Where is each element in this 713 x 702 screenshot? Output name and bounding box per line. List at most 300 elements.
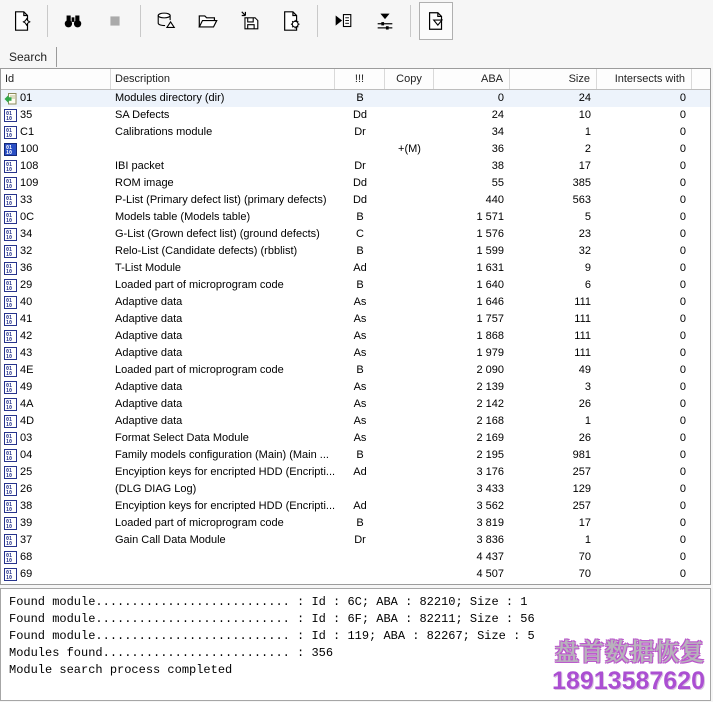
module-aba: 2 090 <box>476 364 504 376</box>
module-intersects: 0 <box>679 92 686 104</box>
module-intersects: 0 <box>679 126 686 138</box>
module-copy <box>385 447 434 464</box>
module-copy <box>385 566 434 583</box>
column-header-id[interactable]: Id <box>1 69 111 89</box>
module-aba: 38 <box>491 160 504 172</box>
module-description: Models table (Models table) <box>115 211 251 223</box>
module-flags: Dr <box>354 160 366 172</box>
log-line: Found module........................... : Id : 6F; ABA : 82211; Size : 56 <box>9 612 535 626</box>
module-intersects: 0 <box>679 347 686 359</box>
module-copy <box>385 260 434 277</box>
module-id: 34 <box>20 228 33 240</box>
module-copy <box>385 90 434 107</box>
module-flags: B <box>356 279 364 291</box>
module-intersects: 0 <box>679 500 686 512</box>
module-flags: As <box>353 432 367 444</box>
module-size: 70 <box>578 568 591 580</box>
module-intersects: 0 <box>679 449 686 461</box>
module-intersects: 0 <box>679 296 686 308</box>
module-copy <box>385 515 434 532</box>
module-aba: 0 <box>497 92 504 104</box>
open-folder-button[interactable] <box>191 2 225 40</box>
table-row[interactable] <box>1 379 710 396</box>
table-row[interactable] <box>1 549 710 566</box>
module-aba: 2 142 <box>476 398 504 410</box>
table-row[interactable] <box>1 175 710 192</box>
module-aba: 55 <box>491 177 504 189</box>
binoculars-icon <box>62 10 84 32</box>
module-flags: As <box>353 330 367 342</box>
table-row[interactable] <box>1 141 710 158</box>
module-description: (DLG DIAG Log) <box>115 483 197 495</box>
module-id: C1 <box>20 126 35 138</box>
filter-menu-button[interactable] <box>368 2 402 40</box>
module-copy <box>385 328 434 345</box>
module-intersects: 0 <box>679 211 686 223</box>
module-flags: Ad <box>353 262 367 274</box>
module-icon <box>4 500 17 513</box>
module-flags: As <box>353 415 367 427</box>
module-copy <box>385 430 434 447</box>
module-icon <box>4 228 17 241</box>
column-header-aba[interactable]: ABA <box>434 69 510 89</box>
modules-table <box>0 68 711 585</box>
module-aba: 3 562 <box>476 500 504 512</box>
export-database-button[interactable] <box>149 2 183 40</box>
module-copy <box>385 498 434 515</box>
module-id: 32 <box>20 245 33 257</box>
module-icon <box>4 449 17 462</box>
module-description: SA Defects <box>115 109 170 121</box>
module-description: Adaptive data <box>115 330 183 342</box>
module-copy <box>385 226 434 243</box>
module-flags: Dd <box>352 109 368 121</box>
module-icon <box>4 568 17 581</box>
module-copy <box>385 107 434 124</box>
module-description <box>111 566 335 583</box>
watermark-text: 盘首数据恢复 <box>555 639 705 666</box>
module-copy <box>385 481 434 498</box>
module-aba: 3 176 <box>476 466 504 478</box>
table-header <box>1 69 710 90</box>
module-copy <box>385 192 434 209</box>
module-aba: 2 139 <box>476 381 504 393</box>
table-row[interactable] <box>1 311 710 328</box>
module-copy <box>385 209 434 226</box>
module-size: 6 <box>584 279 591 291</box>
log-line: Found module........................... : Id : 6C; ABA : 82210; Size : 1 <box>9 595 528 609</box>
module-aba: 1 571 <box>476 211 504 223</box>
module-icon <box>4 466 17 479</box>
table-row[interactable] <box>1 481 710 498</box>
stop-button[interactable] <box>98 2 132 40</box>
module-icon <box>4 415 17 428</box>
module-size: 23 <box>578 228 591 240</box>
table-row[interactable] <box>1 294 710 311</box>
module-icon <box>4 160 17 173</box>
module-intersects: 0 <box>679 245 686 257</box>
save-button[interactable] <box>233 2 267 40</box>
module-copy <box>385 532 434 549</box>
module-icon <box>4 330 17 343</box>
module-copy <box>385 175 434 192</box>
module-intersects: 0 <box>679 483 686 495</box>
folder-open-icon <box>197 10 219 32</box>
dir-icon <box>4 92 17 105</box>
module-icon <box>4 432 17 445</box>
module-id: 25 <box>20 466 33 478</box>
table-row[interactable] <box>1 192 710 209</box>
module-icon <box>4 211 17 224</box>
stop-square-icon <box>104 10 126 32</box>
module-flags: As <box>353 347 367 359</box>
module-flags <box>335 141 385 158</box>
toolbar-separator <box>140 5 141 37</box>
module-icon <box>4 177 17 190</box>
module-aba: 34 <box>491 126 504 138</box>
module-size: 70 <box>578 551 591 563</box>
table-row[interactable] <box>1 413 710 430</box>
module-size: 111 <box>574 296 591 308</box>
module-size: 1 <box>584 415 591 427</box>
table-row[interactable] <box>1 90 710 107</box>
module-description: Adaptive data <box>115 381 183 393</box>
module-description: T-List Module <box>115 262 182 274</box>
column-header-copy[interactable]: Copy <box>385 69 434 89</box>
module-intersects: 0 <box>679 109 686 121</box>
module-size: 1 <box>584 534 591 546</box>
table-row[interactable] <box>1 209 710 226</box>
module-description: Calibrations module <box>115 126 213 138</box>
module-copy <box>385 362 434 379</box>
module-size: 1 <box>584 126 591 138</box>
module-size: 111 <box>574 313 591 325</box>
module-id: 04 <box>20 449 33 461</box>
module-aba: 440 <box>485 194 504 206</box>
module-copy <box>385 243 434 260</box>
table-row[interactable] <box>1 396 710 413</box>
module-intersects: 0 <box>679 381 686 393</box>
module-copy <box>385 464 434 481</box>
module-id: 68 <box>20 551 33 563</box>
module-aba: 4 507 <box>476 568 504 580</box>
table-row[interactable] <box>1 498 710 515</box>
column-header-size[interactable]: Size <box>510 69 597 89</box>
module-id: 42 <box>20 330 33 342</box>
module-intersects: 0 <box>679 143 686 155</box>
module-id: 41 <box>20 313 33 325</box>
module-flags: B <box>356 449 364 461</box>
watermark-phone: 18913587620 <box>552 667 705 695</box>
module-aba: 36 <box>491 143 504 155</box>
module-aba: 24 <box>491 109 504 121</box>
module-flags <box>335 549 385 566</box>
module-copy <box>385 158 434 175</box>
module-aba: 1 640 <box>476 279 504 291</box>
module-size: 10 <box>578 109 591 121</box>
table-row[interactable] <box>1 243 710 260</box>
new-task-button[interactable] <box>5 2 39 40</box>
module-size: 49 <box>578 364 591 376</box>
module-copy <box>385 549 434 566</box>
table-row[interactable] <box>1 277 710 294</box>
tab-search[interactable]: Search <box>0 46 56 68</box>
module-intersects: 0 <box>679 534 686 546</box>
table-row[interactable] <box>1 447 710 464</box>
log-line: Modules found.......................... : 356 <box>9 646 334 660</box>
module-intersects: 0 <box>679 228 686 240</box>
module-icon <box>4 245 17 258</box>
module-intersects: 0 <box>679 415 686 427</box>
tab-bar <box>0 42 713 68</box>
run-report-button[interactable] <box>326 2 360 40</box>
log-line: Found module........................... : Id : 119; ABA : 82267; Size : 5 <box>9 629 535 643</box>
module-description: Adaptive data <box>115 313 183 325</box>
module-id: 43 <box>20 347 33 359</box>
search-button[interactable] <box>56 2 90 40</box>
module-flags: As <box>353 398 367 410</box>
table-row[interactable] <box>1 532 710 549</box>
module-copy <box>385 294 434 311</box>
module-flags: As <box>353 313 367 325</box>
module-icon <box>4 347 17 360</box>
toolbar-separator <box>317 5 318 37</box>
toolbar-separator <box>410 5 411 37</box>
table-row[interactable] <box>1 124 710 141</box>
module-aba: 3 836 <box>476 534 504 546</box>
module-id: 109 <box>20 177 39 189</box>
table-row[interactable] <box>1 362 710 379</box>
module-description: Gain Call Data Module <box>115 534 226 546</box>
module-aba: 1 757 <box>476 313 504 325</box>
module-aba: 3 433 <box>476 483 504 495</box>
module-aba: 2 169 <box>476 432 504 444</box>
module-flags: Dr <box>354 534 366 546</box>
module-size: 2 <box>584 143 591 155</box>
module-flags: As <box>353 296 367 308</box>
module-intersects: 0 <box>679 466 686 478</box>
module-size: 981 <box>572 449 591 461</box>
module-size: 17 <box>578 160 591 172</box>
module-intersects: 0 <box>679 262 686 274</box>
table-row[interactable] <box>1 158 710 175</box>
module-size: 129 <box>572 483 591 495</box>
module-id: 26 <box>20 483 33 495</box>
module-intersects: 0 <box>679 398 686 410</box>
module-description: Relo-List (Candidate defects) (rbblist) <box>115 245 298 257</box>
module-description: Family models configuration (Main) (Main ... <box>115 449 329 461</box>
module-id: 40 <box>20 296 33 308</box>
module-aba: 2 195 <box>476 449 504 461</box>
module-id: 4A <box>20 398 34 410</box>
module-aba: 3 819 <box>476 517 504 529</box>
module-intersects: 0 <box>679 568 686 580</box>
module-intersects: 0 <box>679 160 686 172</box>
module-id: 4E <box>20 364 34 376</box>
module-intersects: 0 <box>679 330 686 342</box>
module-icon <box>4 381 17 394</box>
module-icon <box>4 262 17 275</box>
log-panel <box>0 588 711 701</box>
table-row[interactable] <box>1 226 710 243</box>
column-header-description[interactable]: Description <box>111 69 335 89</box>
module-size: 111 <box>574 330 591 342</box>
module-id: 01 <box>20 92 33 104</box>
database-export-icon <box>155 10 177 32</box>
module-description: Modules directory (dir) <box>115 92 225 104</box>
module-copy: +(M) <box>398 143 421 155</box>
table-row[interactable] <box>1 464 710 481</box>
module-description: Encyiption keys for encripted HDD (Encripti... <box>115 500 335 512</box>
module-description: Encyiption keys for encripted HDD (Encripti... <box>115 466 335 478</box>
module-description: Adaptive data <box>115 415 183 427</box>
module-intersects: 0 <box>679 194 686 206</box>
module-icon <box>4 194 17 207</box>
module-id: 35 <box>20 109 33 121</box>
module-aba: 1 599 <box>476 245 504 257</box>
module-aba: 4 437 <box>476 551 504 563</box>
document-funnel-icon <box>425 10 447 32</box>
module-flags <box>335 566 385 583</box>
toolbar <box>0 0 713 42</box>
log-line: Module search process completed <box>9 663 233 677</box>
module-intersects: 0 <box>679 313 686 325</box>
module-size: 257 <box>572 466 591 478</box>
module-intersects: 0 <box>679 517 686 529</box>
module-icon <box>4 313 17 326</box>
module-id: 100 <box>20 143 39 155</box>
module-id: 03 <box>20 432 33 444</box>
module-size: 24 <box>578 92 591 104</box>
module-aba: 1 576 <box>476 228 504 240</box>
module-copy <box>385 379 434 396</box>
module-icon <box>4 517 17 530</box>
module-copy <box>385 124 434 141</box>
module-copy <box>385 277 434 294</box>
module-description: Adaptive data <box>115 347 183 359</box>
module-description: G-List (Grown defect list) (ground defects) <box>115 228 320 240</box>
module-aba: 1 868 <box>476 330 504 342</box>
column-header-intersects[interactable]: Intersects with <box>597 69 692 89</box>
module-intersects: 0 <box>679 551 686 563</box>
table-row[interactable] <box>1 430 710 447</box>
module-flags: Dd <box>352 194 368 206</box>
module-id: 0C <box>20 211 35 223</box>
module-size: 257 <box>572 500 591 512</box>
module-id: 49 <box>20 381 33 393</box>
toolbar-separator <box>47 5 48 37</box>
module-size: 111 <box>574 347 591 359</box>
module-size: 26 <box>578 398 591 410</box>
table-row[interactable] <box>1 515 710 532</box>
column-header-filler <box>692 69 710 89</box>
module-icon <box>4 364 17 377</box>
module-id: 36 <box>20 262 33 274</box>
diskette-arrow-icon <box>239 10 261 32</box>
module-icon <box>4 551 17 564</box>
module-size: 5 <box>584 211 591 223</box>
module-icon <box>4 534 17 547</box>
module-description: Adaptive data <box>115 296 183 308</box>
module-sel-icon <box>4 143 17 156</box>
module-intersects: 0 <box>679 364 686 376</box>
module-copy <box>385 311 434 328</box>
module-flags: B <box>356 245 364 257</box>
filter-dropdown-icon <box>374 10 396 32</box>
document-gear-icon <box>281 10 303 32</box>
module-icon <box>4 398 17 411</box>
doc-star-icon <box>11 10 33 32</box>
module-icon <box>4 109 17 122</box>
module-description: Format Select Data Module <box>115 432 249 444</box>
module-size: 385 <box>572 177 591 189</box>
table-row[interactable] <box>1 107 710 124</box>
module-aba: 1 646 <box>476 296 504 308</box>
module-aba: 1 979 <box>476 347 504 359</box>
module-size: 9 <box>584 262 591 274</box>
module-id: 38 <box>20 500 33 512</box>
table-row[interactable] <box>1 566 710 583</box>
module-aba: 2 168 <box>476 415 504 427</box>
module-aba: 1 631 <box>476 262 504 274</box>
column-header-flags[interactable]: !!! <box>335 69 385 89</box>
module-flags: As <box>353 381 367 393</box>
module-description: Adaptive data <box>115 398 183 410</box>
module-id: 37 <box>20 534 33 546</box>
module-description: Loaded part of microprogram code <box>115 364 284 376</box>
table-row[interactable] <box>1 260 710 277</box>
module-id: 29 <box>20 279 33 291</box>
module-intersects: 0 <box>679 177 686 189</box>
document-settings-button[interactable] <box>275 2 309 40</box>
module-id: 39 <box>20 517 33 529</box>
module-id: 4D <box>20 415 35 427</box>
module-description: ROM image <box>115 177 174 189</box>
module-size: 32 <box>578 245 591 257</box>
module-icon <box>4 483 17 496</box>
module-size: 563 <box>572 194 591 206</box>
module-id: 33 <box>20 194 33 206</box>
module-description: Loaded part of microprogram code <box>115 517 284 529</box>
module-copy <box>385 345 434 362</box>
module-description <box>111 549 335 566</box>
module-flags: Dd <box>352 177 368 189</box>
tab-separator <box>56 47 57 67</box>
module-flags: Ad <box>353 500 367 512</box>
module-flags <box>335 481 385 498</box>
module-intersects: 0 <box>679 432 686 444</box>
module-id: 69 <box>20 568 33 580</box>
module-flags: B <box>356 211 364 223</box>
module-flags: C <box>356 228 364 240</box>
module-icon <box>4 279 17 292</box>
module-copy <box>385 413 434 430</box>
module-flags: Ad <box>353 466 367 478</box>
module-size: 3 <box>584 381 591 393</box>
table-row[interactable] <box>1 345 710 362</box>
module-description <box>111 141 335 158</box>
module-size: 17 <box>578 517 591 529</box>
module-flags: B <box>356 517 364 529</box>
module-description: Loaded part of microprogram code <box>115 279 284 291</box>
module-id: 108 <box>20 160 39 172</box>
module-icon <box>4 296 17 309</box>
module-size: 26 <box>578 432 591 444</box>
document-filter-button[interactable] <box>419 2 453 40</box>
table-row[interactable] <box>1 328 710 345</box>
module-description: IBI packet <box>115 160 164 172</box>
module-icon <box>4 126 17 139</box>
